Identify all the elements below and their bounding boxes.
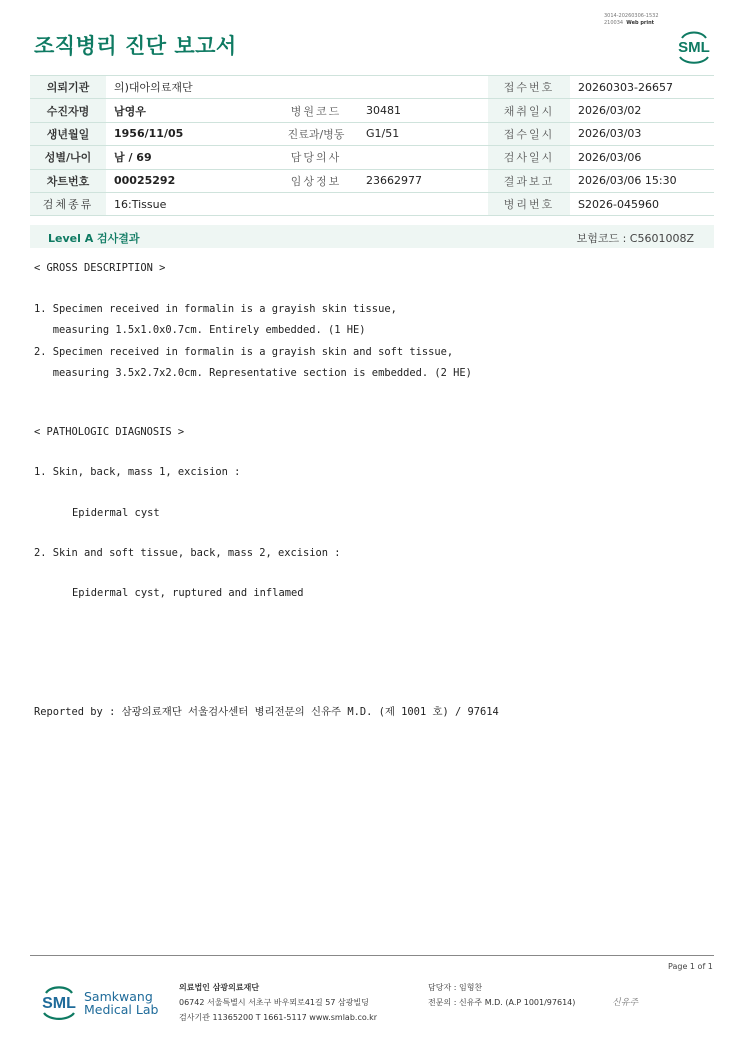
diagnosis-item: 1. Skin, back, mass 1, excision :	[34, 466, 241, 478]
info-row	[30, 146, 714, 169]
label-pathology-no: 병리번호	[488, 192, 570, 215]
label-received-date: 접수일시	[488, 122, 570, 145]
diagnosis-item: 2. Skin and soft tissue, back, mass 2, excision :	[34, 547, 341, 559]
level-label: Level A 검사결과	[48, 232, 140, 245]
info-row	[30, 192, 714, 215]
gross-line: measuring 3.5x2.7x2.0cm. Representative section is embedded. (2 HE)	[34, 367, 472, 379]
page-title: 조직병리 진단 보고서	[34, 34, 237, 58]
label-patient-name: 수진자명	[30, 99, 106, 122]
value-patient-name: 남영우	[106, 99, 274, 122]
diagnosis-result: Epidermal cyst	[72, 507, 160, 519]
brand-name: Samkwang Medical Lab	[84, 989, 159, 1017]
label-department: 진료과/병동	[274, 122, 358, 145]
value-department: G1/51	[358, 122, 488, 145]
corporation-info: 의료법인 삼광의료재단 06742 서울특별시 서초구 바우뫼로41길 57 삼광빌딩 검사기관 11365200 T 1661-5117 www.smlab.co.kr	[179, 983, 378, 1022]
label-result-report: 결과보고	[488, 169, 570, 192]
result-level-bar	[30, 225, 714, 248]
label-clinical-info: 임상정보	[274, 169, 358, 192]
value-result-report: 2026/03/06 15:30	[570, 169, 714, 192]
value-chart-no: 00025292	[106, 169, 274, 192]
value-received-date: 2026/03/03	[570, 122, 714, 145]
svg-text:SML: SML	[42, 995, 76, 1012]
value-hospital-code: 30481	[358, 99, 488, 122]
reported-by: Reported by : 삼광의료재단 서울검사센터 병리전문의 신유주 M.D. (제 1001 호) / 97614	[34, 706, 499, 718]
value-specimen-type: 16:Tissue	[106, 192, 488, 215]
value-pathology-no: S2026-045960	[570, 192, 714, 215]
gross-line: 2. Specimen received in formalin is a grayish skin and soft tissue,	[34, 346, 454, 358]
sml-logo	[672, 26, 716, 66]
footer-divider	[30, 955, 714, 956]
value-accession-no: 20260303-26657	[570, 76, 714, 99]
value-collection-date: 2026/03/02	[570, 99, 714, 122]
svg-text:SML: SML	[678, 39, 710, 56]
patient-info-table	[30, 75, 714, 216]
info-row	[30, 169, 714, 192]
insurance-code: 보험코드 : C5601008Z	[576, 232, 694, 245]
label-doctor: 담당의사	[274, 146, 358, 169]
print-id: 3014-20260306-1532 210034 Web print	[604, 13, 659, 26]
info-row	[30, 76, 714, 99]
label-sex-age: 성별/나이	[30, 146, 106, 169]
contact-info: 담당자 : 임형찬 전문의 : 신유주 M.D. (A.P 1001/97614)	[428, 983, 576, 1007]
label-birth-date: 생년월일	[30, 122, 106, 145]
label-test-date: 검사일시	[488, 146, 570, 169]
label-collection-date: 채취일시	[488, 99, 570, 122]
signature: 신유주	[612, 998, 639, 1008]
info-row	[30, 122, 714, 145]
label-hospital-code: 병원코드	[274, 99, 358, 122]
value-sex-age: 남 / 69	[106, 146, 274, 169]
label-chart-no: 차트번호	[30, 169, 106, 192]
value-doctor	[358, 146, 488, 169]
sml-footer-logo	[36, 980, 82, 1022]
diagnosis-heading: < PATHOLOGIC DIAGNOSIS >	[34, 426, 185, 438]
label-requester: 의뢰기관	[30, 76, 106, 99]
gross-line: measuring 1.5x1.0x0.7cm. Entirely embedded. (1 HE)	[34, 324, 366, 336]
page-number: Page 1 of 1	[668, 962, 713, 971]
gross-line: 1. Specimen received in formalin is a grayish skin tissue,	[34, 303, 397, 315]
info-row	[30, 99, 714, 122]
gross-heading: < GROSS DESCRIPTION >	[34, 262, 166, 274]
value-clinical-info: 23662977	[358, 169, 488, 192]
value-birth-date: 1956/11/05	[106, 122, 274, 145]
value-test-date: 2026/03/06	[570, 146, 714, 169]
value-requester: 의)대아의료재단	[106, 76, 488, 99]
diagnosis-result: Epidermal cyst, ruptured and inflamed	[72, 587, 304, 599]
label-specimen-type: 검체종류	[30, 192, 106, 215]
label-accession-no: 접수번호	[488, 76, 570, 99]
